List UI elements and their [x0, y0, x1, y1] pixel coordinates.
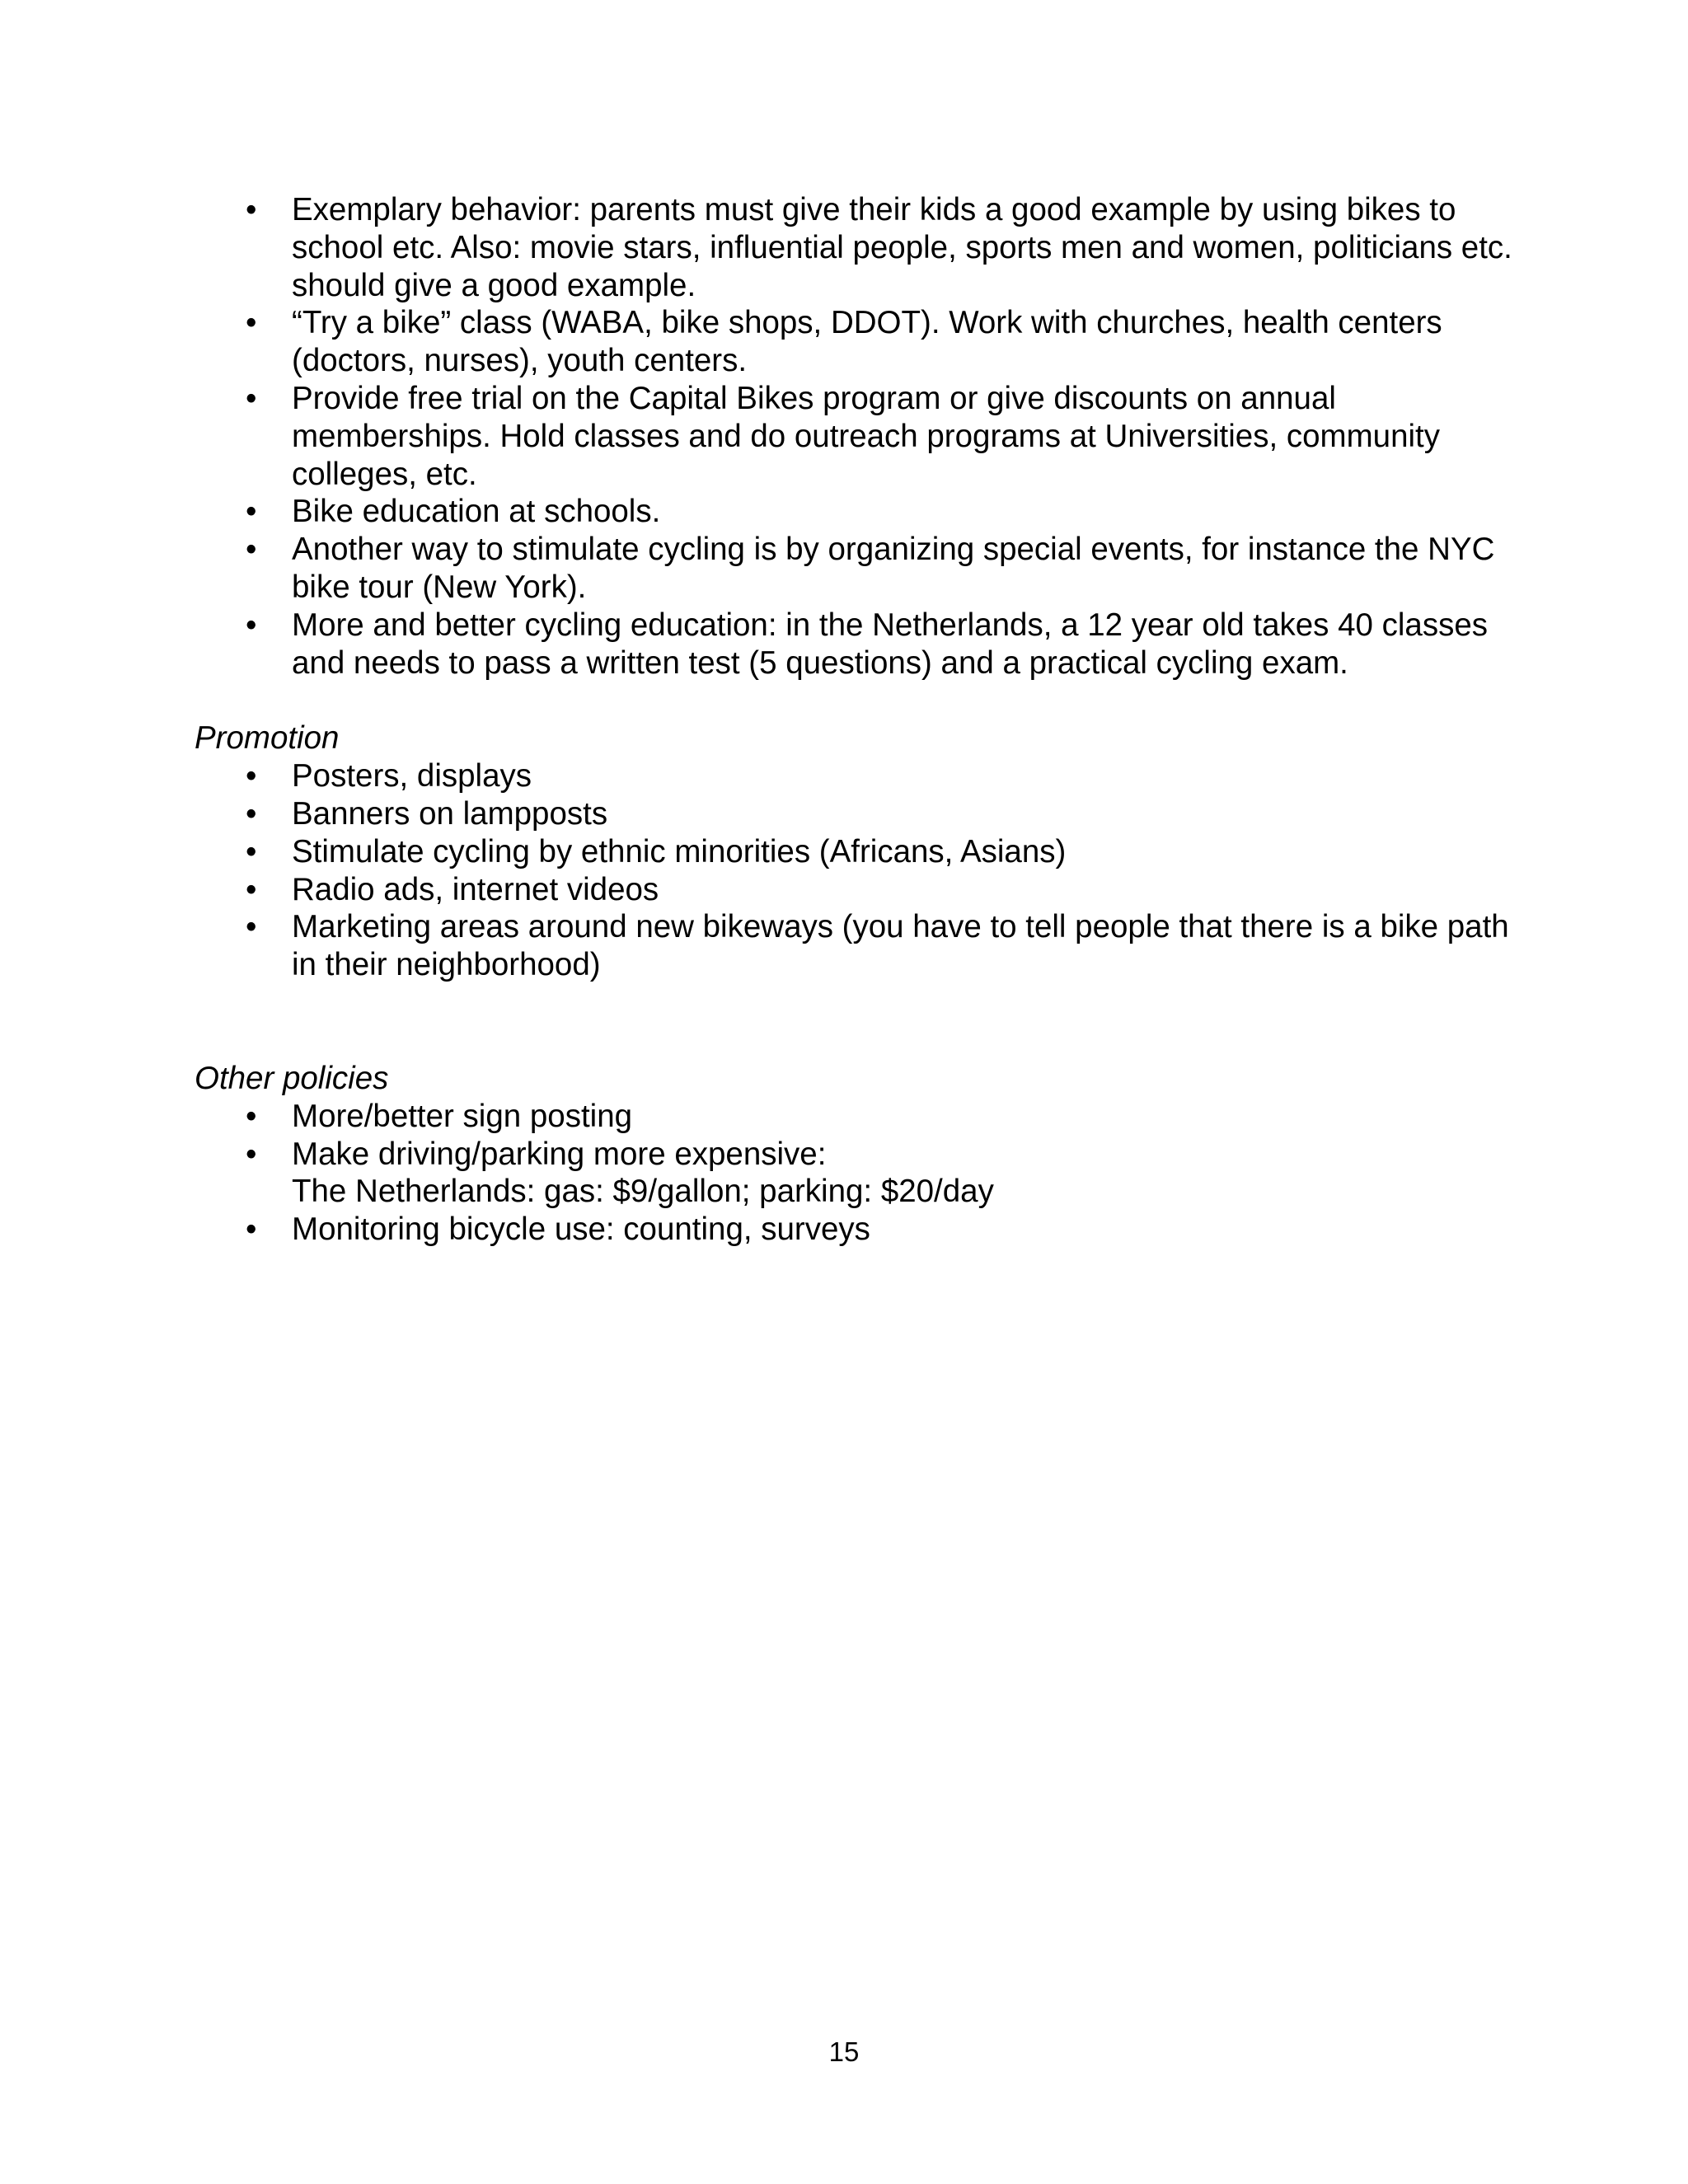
other-policies-bullet-list: [195, 1098, 1513, 1249]
bullet-icon: •: [246, 532, 257, 568]
list-item-text: Exemplary behavior: parents must give their kids a good example by using bikes to school etc. Also: movie stars, influential people, sports men and women, politicians etc. should give a good example.: [292, 192, 1512, 303]
list-item: [195, 1211, 1513, 1249]
bullet-icon: •: [246, 192, 257, 227]
list-item-text: Marketing areas around new bikeways (you have to tell people that there is a bike path in their neighborhood): [292, 909, 1509, 983]
page-number: 15: [828, 2036, 860, 2067]
list-item: [195, 1098, 1513, 1136]
list-item: [195, 908, 1513, 984]
list-item: [195, 380, 1513, 493]
bullet-icon: •: [246, 909, 257, 945]
list-item: [195, 304, 1513, 380]
section-heading-other-policies: Other policies: [195, 1060, 389, 1096]
list-item-text: More/better sign posting: [292, 1098, 633, 1134]
list-item: [195, 795, 1513, 833]
bullet-icon: •: [246, 1212, 257, 1248]
bullet-icon: •: [246, 1098, 257, 1134]
list-item-text: Posters, displays: [292, 758, 532, 794]
bullet-icon: •: [246, 305, 257, 341]
bullet-icon: •: [246, 758, 257, 794]
bullet-icon: •: [246, 607, 257, 643]
bullet-icon: •: [246, 1136, 257, 1172]
bullet-icon: •: [246, 795, 257, 832]
bullet-icon: •: [246, 380, 257, 416]
list-item: [195, 493, 1513, 531]
bullet-icon: •: [246, 871, 257, 907]
list-item: [195, 607, 1513, 682]
list-item-text: Provide free trial on the Capital Bikes program or give discounts on annual memberships. Hold classes and do outreach programs at Universities, community colleges, etc.: [292, 380, 1440, 492]
bullet-icon: •: [246, 494, 257, 530]
list-item: [195, 757, 1513, 795]
promotion-bullet-list: [195, 757, 1513, 984]
list-item-text: Another way to stimulate cycling is by organizing special events, for instance the NYC bike tour (New York).: [292, 532, 1495, 605]
list-item: [195, 531, 1513, 607]
list-item-text: “Try a bike” class (WABA, bike shops, DDOT). Work with churches, health centers (doctors, nurses), youth centers.: [292, 305, 1442, 379]
list-item-text: Stimulate cycling by ethnic minorities (Africans, Asians): [292, 833, 1067, 869]
intro-bullet-list: [195, 191, 1513, 682]
list-item-text: Make driving/parking more expensive:: [292, 1136, 827, 1172]
bullet-icon: •: [246, 833, 257, 869]
list-item-text: Banners on lampposts: [292, 795, 608, 832]
list-item-text: Radio ads, internet videos: [292, 871, 659, 907]
list-item-text: Bike education at schools.: [292, 494, 661, 530]
list-item: [195, 191, 1513, 304]
section-heading-promotion: Promotion: [195, 720, 340, 757]
page-content: [195, 191, 1513, 1249]
list-item: [195, 871, 1513, 909]
list-item-text: More and better cycling education: in the Netherlands, a 12 year old takes 40 classes and needs to pass a written test (5 questions) and a practical cycling exam.: [292, 607, 1489, 681]
list-item-text: Monitoring bicycle use: counting, surveys: [292, 1212, 870, 1248]
list-item-subline: The Netherlands: gas: $9/gallon; parking: $20/day: [292, 1174, 994, 1210]
list-item: [195, 833, 1513, 871]
list-item: [195, 1136, 1513, 1212]
